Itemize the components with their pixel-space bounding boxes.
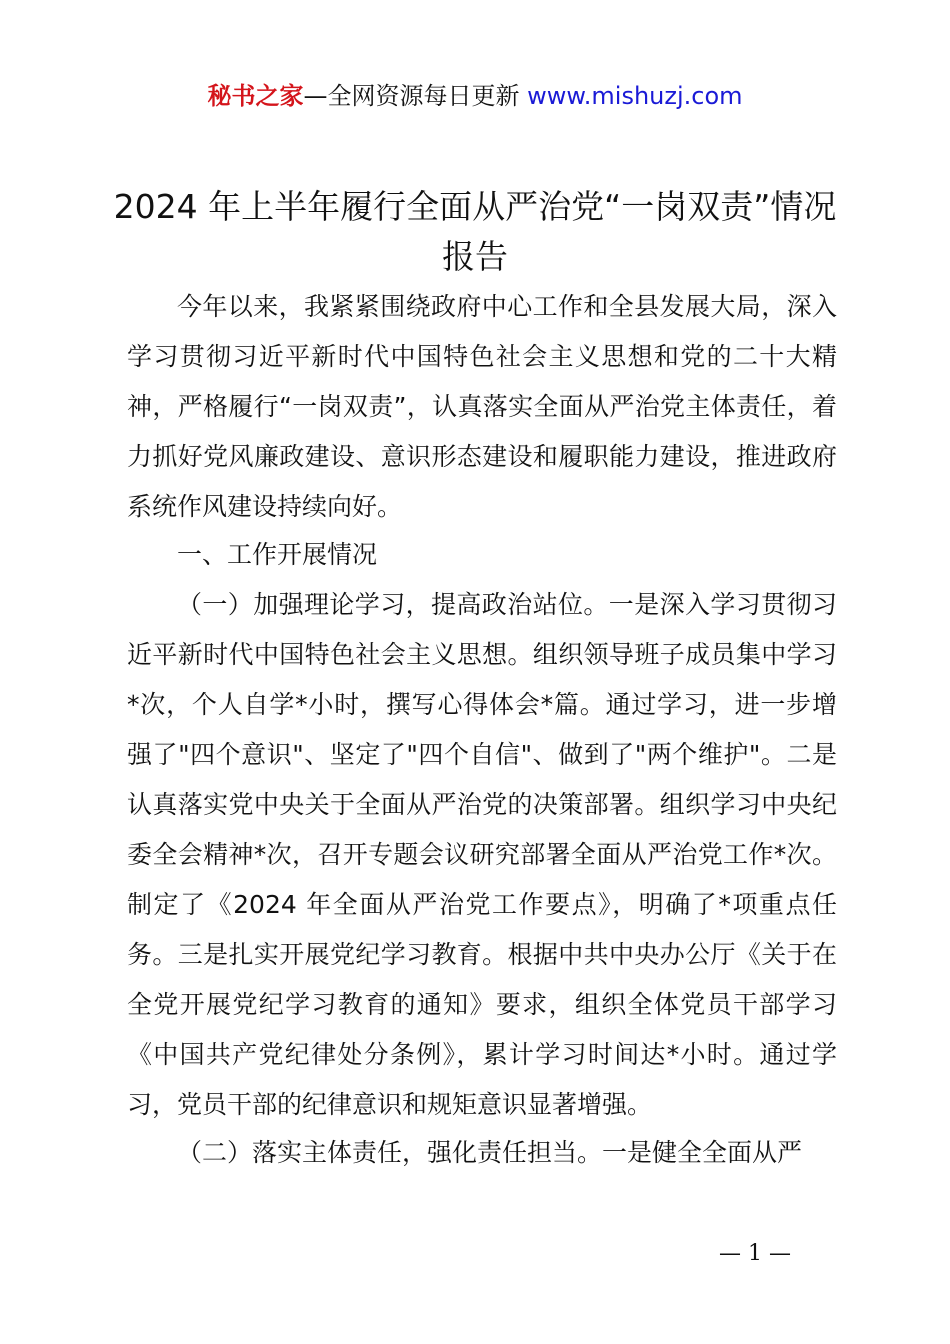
site-tagline: —全网资源每日更新 [303, 82, 520, 110]
body-paragraph: （一）加强理论学习，提高政治站位。一是深入学习贯彻习近平新时代中国特色社会主义思想。组织领导班子成员集中学习*次，个人自学*小时，撰写心得体会*篇。通过学习，进一步增强了"四个意识"、坚定了"四个自信"、做到了"两个维护"。二是认真落实党中央关于全面从严治党的决策部署。组织学习中央纪委全会精神*次，召开专题会议研究部署全面从严治党工作*次。制定了《2024 年全面从严治党工作要点》，明确了*项重点任务。三是扎实开展党纪学习教育。根据中共中央办公厅《关于在全党开展党纪学习教育的通知》要求，组织全体党员干部学习《中国共产党纪律处分条例》，累计学习时间达*小时。通过学习，党员干部的纪律意识和规矩意识显著增强。 [127, 590, 837, 1119]
page-number: — 1 — [719, 1241, 791, 1266]
body-paragraph: （二）落实主体责任，强化责任担当。一是健全全面从严 [177, 1138, 803, 1167]
site-header [0, 78, 950, 114]
intro-paragraph: 今年以来，我紧紧围绕政府中心工作和全县发展大局，深入学习贯彻习近平新时代中国特色社会主义思想和党的二十大精神，严格履行“一岗双责”，认真落实全面从严治党主体责任，着力抓好党风廉政建设、意识形态建设和履职能力建设，推进政府系统作风建设持续向好。 [127, 292, 837, 521]
site-url-link[interactable]: www.mishuzj.com [527, 82, 743, 110]
site-brand: 秘书之家 [207, 82, 304, 110]
section-heading: 一、工作开展情况 [177, 540, 378, 569]
document-title: 2024 年上半年履行全面从严治党“一岗双责”情况报告 [113, 187, 837, 276]
